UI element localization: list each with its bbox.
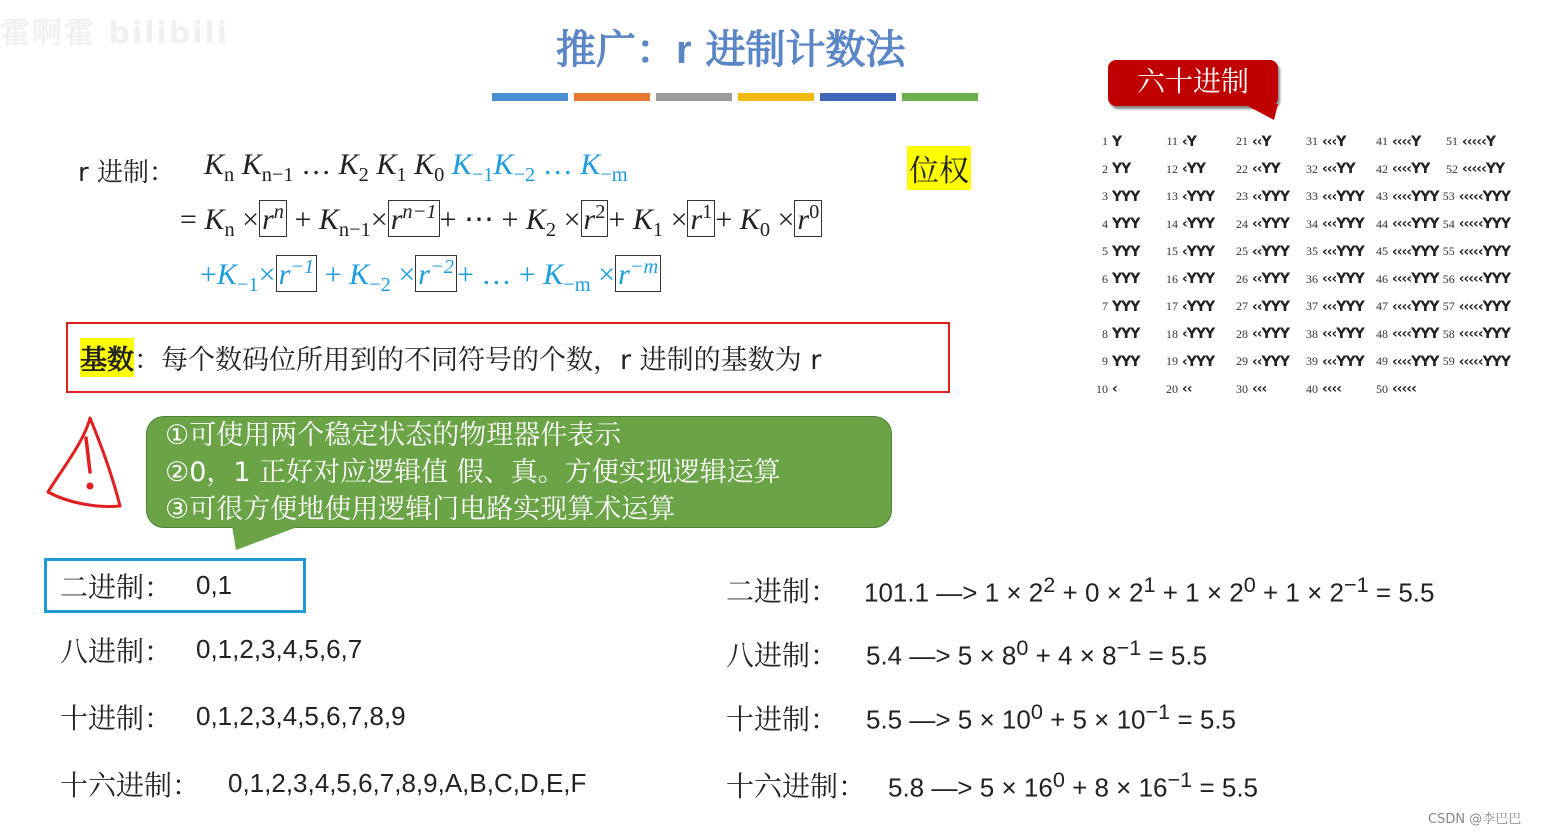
numeral-cell [1230, 381, 1300, 397]
babylonian-numerals-table [1090, 128, 1510, 403]
cuneiform-glyph: ‹YYY [1182, 298, 1215, 315]
binary-digits: 0,1 [196, 570, 233, 600]
cuneiform-glyph: ‹‹‹‹YYY [1392, 353, 1439, 370]
numeral-cell [1160, 381, 1230, 397]
numeral-number: 14 [1166, 216, 1178, 231]
numeral-cell [1090, 244, 1160, 260]
cuneiform-glyph: ‹‹‹‹‹YYY [1458, 326, 1510, 343]
numeral-number: 6 [1102, 271, 1108, 286]
numeral-cell [1440, 161, 1510, 177]
numeral-cell [1090, 354, 1160, 370]
cuneiform-glyph: ‹‹YYY [1252, 243, 1289, 260]
cuneiform-glyph: ‹‹‹YYY [1322, 216, 1364, 233]
decimal-example-number: 5.5 [866, 704, 903, 735]
numeral-cell [1300, 216, 1370, 232]
cuneiform-glyph: ‹‹‹‹‹ [1392, 381, 1416, 398]
cuneiform-glyph: ‹‹‹‹‹YYY [1458, 243, 1510, 260]
cuneiform-glyph: YY [1112, 161, 1131, 178]
sexagesimal-badge-pointer [1244, 104, 1278, 120]
decimal-example-result: = 5.5 [1177, 704, 1237, 735]
numeral-number: 53 [1442, 189, 1455, 204]
cuneiform-glyph: ‹‹‹YYY [1322, 298, 1364, 315]
advantage-line: ①可使用两个稳定状态的物理器件表示 [165, 420, 622, 451]
cuneiform-glyph: ‹‹YYY [1252, 326, 1289, 343]
octal-example-number: 5.4 [866, 640, 903, 671]
numeral-cell [1230, 299, 1300, 315]
cuneiform-glyph: ‹‹YYY [1252, 298, 1289, 315]
cuneiform-glyph: ‹‹‹YYY [1322, 188, 1364, 205]
numeral-cell [1230, 326, 1300, 342]
cuneiform-glyph: ‹‹‹‹YYY [1392, 326, 1439, 343]
cuneiform-glyph: YYY [1112, 326, 1140, 343]
numeral-cell [1440, 244, 1510, 260]
numeral-number: 48 [1376, 326, 1388, 341]
numeral-cell [1090, 299, 1160, 315]
cuneiform-glyph: YYY [1112, 271, 1140, 288]
binary-example-result: = 5.5 [1375, 577, 1435, 608]
numeral-cell [1160, 244, 1230, 260]
numeral-number: 47 [1376, 299, 1388, 314]
cuneiform-glyph: ‹YYY [1182, 188, 1215, 205]
cuneiform-glyph: ‹‹YYY [1252, 271, 1289, 288]
weight-box: $r^n$ [259, 200, 287, 237]
numeral-number: 7 [1102, 299, 1108, 314]
cuneiform-glyph: YYY [1112, 216, 1140, 233]
numeral-cell [1160, 326, 1230, 342]
numeral-number: 27 [1236, 299, 1248, 314]
numeral-number: 2 [1102, 161, 1108, 176]
numeral-number: 54 [1442, 216, 1455, 231]
numeral-cell [1300, 271, 1370, 287]
numeral-number: 21 [1236, 134, 1248, 149]
numeral-number: 35 [1306, 244, 1318, 259]
numeral-number: 31 [1306, 134, 1318, 149]
numeral-number: 1 [1102, 134, 1108, 149]
cuneiform-glyph: ‹Y [1182, 133, 1196, 150]
numeral-number: 38 [1306, 326, 1318, 341]
hex-label: 十六进制： [60, 769, 201, 802]
numeral-number: 16 [1166, 271, 1178, 286]
numeral-cell [1300, 161, 1370, 177]
numeral-number: 15 [1166, 244, 1178, 259]
weight-box: $r^{n-1}$ [388, 200, 440, 237]
numeral-cell [1370, 134, 1440, 150]
numeral-cell [1370, 244, 1440, 260]
numeral-cell [1160, 161, 1230, 177]
cuneiform-glyph: ‹‹‹‹‹YYY [1458, 271, 1510, 288]
cuneiform-glyph: ‹‹‹‹YYY [1392, 271, 1439, 288]
numeral-number: 23 [1236, 189, 1248, 204]
title-r: r [676, 28, 692, 72]
numeral-number: 4 [1102, 216, 1108, 231]
numeral-cell [1300, 189, 1370, 205]
numeral-number: 45 [1376, 244, 1388, 259]
cuneiform-glyph: YYY [1112, 243, 1140, 260]
numeral-number: 10 [1096, 381, 1108, 396]
cuneiform-glyph: ‹‹‹‹‹YYY [1458, 188, 1510, 205]
weight-badge: 位权 [907, 146, 971, 190]
cuneiform-glyph: YYY [1112, 188, 1140, 205]
numeral-cell [1160, 189, 1230, 205]
title-prefix: 推广： [556, 27, 676, 73]
color-bar-segment [574, 93, 650, 101]
footer-credit: CSDN @李巴巴 [1428, 812, 1522, 827]
hex-example-number: 5.8 [888, 772, 925, 803]
hex-digits: 0,1,2,3,4,5,6,7,8,9,A,B,C,D,E,F [228, 768, 587, 798]
numeral-number: 52 [1446, 161, 1458, 176]
numeral-number: 26 [1236, 271, 1248, 286]
warning-icon [40, 412, 126, 512]
numeral-cell [1230, 134, 1300, 150]
binary-example-label: 二进制： [726, 575, 839, 608]
formula-digits-row: $K_n$ $K_{n-1}$ … $K_2$ $K_1$ $K_0$ $K_{-1}K_{-2}$ … $K_{-m}$ [204, 148, 628, 186]
numeral-cell [1090, 134, 1160, 150]
cuneiform-glyph: ‹ [1112, 381, 1117, 398]
numeral-cell [1160, 299, 1230, 315]
numeral-number: 20 [1166, 381, 1178, 396]
weight-box: $r^{-1}$ [276, 255, 318, 292]
cuneiform-glyph: ‹‹‹‹YYY [1392, 188, 1439, 205]
decimal-digits: 0,1,2,3,4,5,6,7,8,9 [196, 701, 406, 731]
decimal-example: 5.5 —> $5 \times 10^0 + 5 \times 10^{-1} = 5.5$ [866, 699, 1237, 735]
numeral-number: 56 [1442, 271, 1455, 286]
cuneiform-glyph: ‹‹‹YYY [1322, 271, 1364, 288]
hex-example: 5.8 —> $5 \times 16^0 + 8 \times 16^{-1} = 5.5$ [888, 767, 1259, 803]
numeral-number: 57 [1442, 299, 1455, 314]
numeral-cell [1230, 244, 1300, 260]
numeral-number: 36 [1306, 271, 1318, 286]
title-color-bar [492, 93, 978, 101]
numeral-number: 11 [1166, 134, 1178, 149]
numeral-number: 39 [1306, 354, 1318, 369]
numeral-number: 5 [1102, 244, 1108, 259]
numeral-cell [1370, 161, 1440, 177]
octal-example-label: 八进制： [726, 639, 839, 672]
numeral-number: 33 [1306, 189, 1318, 204]
numeral-number: 13 [1166, 189, 1178, 204]
cuneiform-glyph: ‹‹‹‹YYY [1392, 298, 1439, 315]
cuneiform-glyph: ‹‹‹‹YYY [1392, 243, 1439, 260]
numeral-number: 49 [1376, 354, 1388, 369]
r-base-label: r 进制： [78, 158, 175, 188]
cuneiform-glyph: ‹‹‹‹‹YY [1462, 161, 1505, 178]
numeral-number: 19 [1166, 354, 1178, 369]
cuneiform-glyph: ‹‹‹YYY [1322, 326, 1364, 343]
numeral-cell [1300, 326, 1370, 342]
numeral-cell [1230, 271, 1300, 287]
cuneiform-glyph: ‹YYY [1182, 271, 1215, 288]
numeral-cell [1440, 354, 1510, 370]
numeral-cell [1300, 354, 1370, 370]
numeral-cell [1090, 326, 1160, 342]
numeral-cell [1370, 326, 1440, 342]
octal-example: 5.4 —> $5 \times 8^0 + 4 \times 8^{-1} = 5.5$ [866, 635, 1208, 671]
numeral-cell [1230, 161, 1300, 177]
base-term: 基数 [80, 338, 134, 377]
cuneiform-glyph: ‹‹YYY [1252, 216, 1289, 233]
numeral-number: 34 [1306, 216, 1318, 231]
numeral-number: 41 [1376, 134, 1388, 149]
numeral-cell [1090, 189, 1160, 205]
numeral-number: 8 [1102, 326, 1108, 341]
numeral-number: 32 [1306, 161, 1318, 176]
cuneiform-glyph: ‹YYY [1182, 353, 1215, 370]
cuneiform-glyph: ‹‹‹‹‹YYY [1458, 353, 1510, 370]
hex-example-result: = 5.5 [1199, 772, 1259, 803]
cuneiform-glyph: ‹‹‹YY [1322, 161, 1355, 178]
callout-pointer [232, 526, 300, 550]
cuneiform-glyph: Y [1112, 133, 1122, 150]
numeral-cell [1440, 216, 1510, 232]
binary-example-number: 101.1 [864, 577, 930, 608]
cuneiform-glyph: ‹‹ [1182, 381, 1192, 398]
decimal-label: 十进制： [60, 702, 173, 735]
numeral-cell [1090, 161, 1160, 177]
numeral-cell [1160, 216, 1230, 232]
numeral-cell [1440, 271, 1510, 287]
numeral-number: 42 [1376, 161, 1388, 176]
numeral-number: 55 [1442, 244, 1455, 259]
numeral-number: 22 [1236, 161, 1248, 176]
numeral-cell [1160, 271, 1230, 287]
numeral-cell [1300, 381, 1370, 397]
cuneiform-glyph: YYY [1112, 353, 1140, 370]
numeral-cell [1440, 189, 1510, 205]
binary-label: 二进制： [60, 571, 173, 604]
cuneiform-glyph: ‹‹‹‹‹YYY [1458, 298, 1510, 315]
numeral-cell [1440, 134, 1510, 150]
numeral-number: 44 [1376, 216, 1388, 231]
formula-expansion-row: = $K_n \times r^n + K_{n-1}\times r^{n-1}$ + ⋯ + $K_2 \times r^2 + K_1 \times r^1 + K_0 \times r^0$ [180, 200, 822, 242]
cuneiform-glyph: ‹‹YY [1252, 161, 1280, 178]
numeral-number: 51 [1446, 134, 1458, 149]
advantage-line: ②0，1 正好对应逻辑值 假、真。方便实现逻辑运算 [165, 457, 781, 488]
cuneiform-glyph: ‹‹‹Y [1322, 133, 1346, 150]
numeral-cell [1370, 299, 1440, 315]
numeral-cell [1370, 271, 1440, 287]
cuneiform-glyph: ‹‹‹‹YYY [1392, 216, 1439, 233]
color-bar-segment [820, 93, 896, 101]
octal-digits: 0,1,2,3,4,5,6,7 [196, 634, 363, 664]
numeral-cell [1230, 216, 1300, 232]
numeral-number: 30 [1236, 381, 1248, 396]
numeral-number: 25 [1236, 244, 1248, 259]
numeral-number: 17 [1166, 299, 1178, 314]
numeral-cell [1370, 189, 1440, 205]
numeral-number: 46 [1376, 271, 1388, 286]
title-suffix: 进制计数法 [691, 27, 906, 73]
cuneiform-glyph: ‹‹‹‹ [1322, 381, 1342, 398]
color-bar-segment [656, 93, 732, 101]
numeral-cell [1300, 299, 1370, 315]
cuneiform-glyph: ‹YYY [1182, 243, 1215, 260]
numeral-cell [1160, 354, 1230, 370]
octal-example-result: = 5.5 [1148, 640, 1208, 671]
numeral-cell [1300, 134, 1370, 150]
cuneiform-glyph: ‹YYY [1182, 326, 1215, 343]
cuneiform-glyph: YYY [1112, 298, 1140, 315]
hex-example-label: 十六进制： [726, 770, 867, 803]
numeral-number: 37 [1306, 299, 1318, 314]
cuneiform-glyph: ‹YY [1182, 161, 1206, 178]
base-definition-box [66, 322, 950, 393]
color-bar-segment [492, 93, 568, 101]
numeral-number: 9 [1102, 354, 1108, 369]
numeral-number: 3 [1102, 189, 1108, 204]
numeral-cell [1300, 244, 1370, 260]
binary-advantages-callout [146, 416, 892, 528]
numeral-cell [1440, 299, 1510, 315]
cuneiform-glyph: ‹‹‹YYY [1322, 243, 1364, 260]
color-bar-segment [902, 93, 978, 101]
numeral-cell [1370, 381, 1440, 397]
weight-box: $r^{-m}$ [615, 255, 661, 292]
cuneiform-glyph: ‹‹‹ [1252, 381, 1267, 398]
numeral-number: 58 [1442, 326, 1455, 341]
cuneiform-glyph: ‹‹‹‹‹Y [1462, 133, 1495, 150]
numeral-number: 50 [1376, 381, 1388, 396]
cuneiform-glyph: ‹‹Y [1252, 133, 1271, 150]
sexagesimal-badge: 六十进制 [1108, 60, 1278, 106]
numeral-cell [1160, 134, 1230, 150]
base-definition-text: ：每个数码位所用到的不同符号的个数，r 进制的基数为 r [134, 345, 822, 376]
cuneiform-glyph: ‹‹‹‹Y [1392, 133, 1421, 150]
numeral-number: 24 [1236, 216, 1248, 231]
numeral-cell [1230, 354, 1300, 370]
numeral-cell [1090, 216, 1160, 232]
octal-label: 八进制： [60, 635, 173, 668]
cuneiform-glyph: ‹YYY [1182, 216, 1215, 233]
cuneiform-glyph: ‹‹YYY [1252, 353, 1289, 370]
advantage-line: ③可很方便地使用逻辑门电路实现算术运算 [165, 494, 676, 525]
numeral-number: 43 [1376, 189, 1388, 204]
cuneiform-glyph: ‹‹‹YYY [1322, 353, 1364, 370]
numeral-number: 18 [1166, 326, 1178, 341]
numeral-cell [1440, 326, 1510, 342]
cuneiform-glyph: ‹‹‹‹‹YYY [1458, 216, 1510, 233]
cuneiform-glyph: ‹‹‹‹YY [1392, 161, 1430, 178]
binary-example: 101.1 —> $1 \times 2^2 + 0 \times 2^1 + 1 \times 2^0 + 1 \times 2^{-1} = 5.5$ [864, 572, 1435, 608]
watermark: 霍啊霍 bilibili [0, 16, 230, 51]
numeral-cell [1090, 271, 1160, 287]
weight-box: $r^0$ [794, 200, 822, 237]
weight-box: $r^1$ [687, 200, 715, 237]
numeral-number: 29 [1236, 354, 1248, 369]
numeral-number: 59 [1442, 354, 1455, 369]
decimal-example-label: 十进制： [726, 703, 839, 736]
numeral-cell [1230, 189, 1300, 205]
weight-box: $r^{-2}$ [415, 255, 457, 292]
formula-fraction-row: $+K_{-1}\times r^{-1} + K_{-2} \times r^{-2}$ + … + $K_{-m} \times r^{-m}$ [200, 255, 661, 297]
numeral-cell [1090, 381, 1160, 397]
color-bar-segment [738, 93, 814, 101]
numeral-cell [1370, 216, 1440, 232]
numeral-number: 28 [1236, 326, 1248, 341]
numeral-number: 12 [1166, 161, 1178, 176]
weight-box: $r^2$ [581, 200, 609, 237]
cuneiform-glyph: ‹‹YYY [1252, 188, 1289, 205]
numeral-cell [1370, 354, 1440, 370]
page-title [556, 18, 906, 75]
numeral-number: 40 [1306, 381, 1318, 396]
